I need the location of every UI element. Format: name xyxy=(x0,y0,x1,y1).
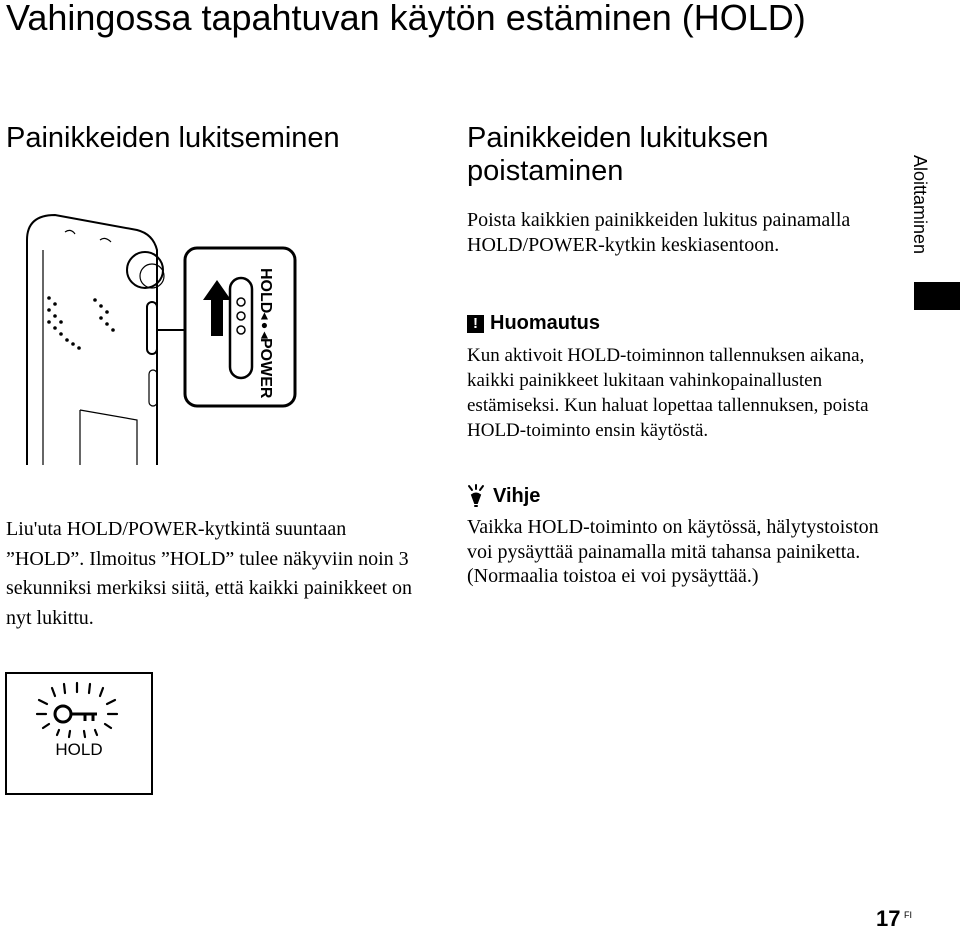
note-body: Kun aktivoit HOLD-toiminnon tallennuksen aikana, kaikki painikkeet lukitaan vahinkopainallusten estämiseksi. Kun haluat lopettaa tallennuksen, poista HOLD-toiminto ensin käytöstä. xyxy=(467,345,869,441)
right-section-body: Poista kaikkien painikkeiden lukitus painamalla HOLD/POWER-kytkin keskiasentoon. xyxy=(467,209,851,256)
hint-body: Vaikka HOLD-toiminto on käytössä, hälytystoiston voi pysäyttää painamalla mitä tahansa painiketta. (Normaalia toistoa ei voi pysäyttää.) xyxy=(467,516,879,587)
right-section-heading: Painikkeiden lukituksen poistaminen xyxy=(467,122,769,187)
exclamation-icon: ! xyxy=(467,315,484,333)
side-tab xyxy=(895,155,945,275)
side-tab-marker xyxy=(914,282,960,310)
svg-text:◄●◄: ◄●◄ xyxy=(258,310,272,342)
page-number: 17 xyxy=(876,906,901,931)
left-section-body: Liu'uta HOLD/POWER-kytkintä suuntaan ”HOLD”. Ilmoitus ”HOLD” tulee näkyviin noin 3 sekunniksi merkiksi siitä, että kaikki painikkeet on nyt lukittu. xyxy=(6,518,413,629)
note-heading xyxy=(467,312,600,335)
side-tab-label: Aloittaminen xyxy=(910,155,930,255)
up-arrow-icon xyxy=(203,280,231,336)
hold-display xyxy=(5,672,153,795)
lightbulb-icon xyxy=(467,484,487,508)
switch-hold-label: HOLD xyxy=(257,268,274,314)
key-icon xyxy=(7,674,151,744)
note-title: Huomautus xyxy=(490,312,600,334)
page-title: Vahingossa tapahtuvan käytön estäminen (HOLD) xyxy=(6,0,806,38)
hint-heading xyxy=(467,484,540,508)
page-number-suffix: FI xyxy=(904,910,912,920)
hold-display-text: HOLD xyxy=(55,740,103,759)
switch-power-label: POWER xyxy=(257,338,274,399)
left-section-heading: Painikkeiden lukitseminen xyxy=(6,122,340,154)
recorder-illustration xyxy=(25,210,305,470)
hint-title: Vihje xyxy=(493,484,541,507)
